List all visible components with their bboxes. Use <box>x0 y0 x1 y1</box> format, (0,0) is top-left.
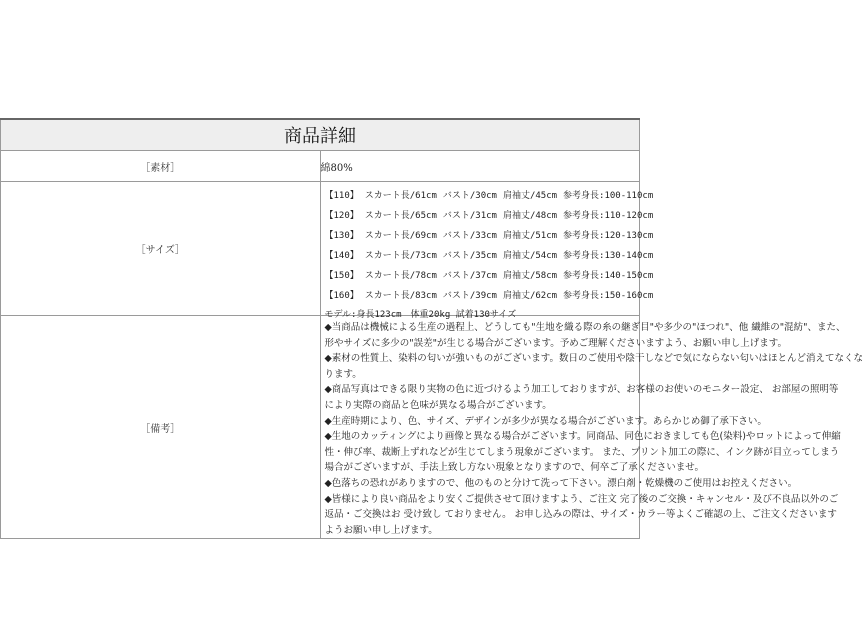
reference-height: 参考身長:130-140cm <box>563 251 654 261</box>
size-values-cell <box>320 182 654 320</box>
bust: バスト/33cm <box>442 231 497 241</box>
note-line: 場合がございますが、手法上致し方ない現象となりますので、何卒ご了承くださいませ。 <box>324 462 705 474</box>
material-value: 綿80% <box>320 151 640 182</box>
skirt-length: スカート長/69cm <box>364 231 437 241</box>
note-line: ◆生産時期により、色、サイズ、デザインが多少が異なる場合がございます。あらかじめ御了承下さい。 <box>324 415 767 427</box>
title-row <box>1 119 640 151</box>
note-line: により実際の商品と色味が異なる場合がございます。 <box>324 399 552 411</box>
size-code: 【130】 <box>324 231 359 241</box>
size-code: 【150】 <box>324 271 359 281</box>
table-title: 商品詳細 <box>1 119 640 151</box>
size-entry <box>324 206 654 226</box>
product-detail-sheet <box>0 118 863 538</box>
size-entry <box>324 266 654 286</box>
note-line: 形やサイズに多少の"誤差"が生じる場合がございます。予めご理解くださいますよう、お願い申し上げます。 <box>324 337 787 349</box>
size-entry <box>324 226 654 246</box>
model-note: モデル:身長123cm 体重20kg 試着130サイズ <box>324 310 517 320</box>
notes-cell <box>320 316 863 539</box>
skirt-length: スカート長/65cm <box>364 211 437 221</box>
size-code: 【160】 <box>324 291 359 301</box>
notes-label: ［備考］ <box>1 316 321 539</box>
bust: バスト/39cm <box>442 291 497 301</box>
note-line: 返品・ご交換はお 受け致し ておりません。 お申し込みの際は、サイズ・カラー等よくご確認の上、ご注文くださいます <box>324 509 837 521</box>
bust: バスト/30cm <box>442 191 497 201</box>
sleeve-length: 肩袖丈/58cm <box>502 271 558 281</box>
note-line: ◆当商品は機械による生産の過程上、どうしても"生地を織る際の糸の継ぎ目"や多少の"ほつれ"、他 繊維の"混紡"、また、 <box>324 322 846 333</box>
material-row <box>1 151 640 182</box>
notes-row <box>1 316 640 539</box>
skirt-length: スカート長/78cm <box>364 271 437 281</box>
material-label: ［素材］ <box>1 151 321 182</box>
skirt-length: スカート長/61cm <box>364 191 437 201</box>
skirt-length: スカート長/73cm <box>364 251 437 261</box>
sleeve-length: 肩袖丈/45cm <box>502 191 558 201</box>
notes-list <box>321 316 863 538</box>
reference-height: 参考身長:120-130cm <box>563 231 654 241</box>
size-list <box>321 182 654 320</box>
size-code: 【110】 <box>324 191 359 201</box>
size-code: 【140】 <box>324 251 359 261</box>
bust: バスト/31cm <box>442 211 497 221</box>
sleeve-length: 肩袖丈/62cm <box>502 291 558 301</box>
reference-height: 参考身長:110-120cm <box>563 211 654 221</box>
size-label: ［サイズ］ <box>1 182 321 316</box>
size-code: 【120】 <box>324 211 359 221</box>
note-line: ◆色落ちの恐れがありますので、他のものと分けて洗って下さい。漂白剤・乾燥機のご使用はお控えください。 <box>324 477 798 489</box>
sleeve-length: 肩袖丈/48cm <box>502 211 558 221</box>
size-entry <box>324 246 654 266</box>
reference-height: 参考身長:150-160cm <box>563 291 654 301</box>
note-line: ります。 <box>324 368 362 380</box>
product-detail-table <box>0 118 863 539</box>
reference-height: 参考身長:100-110cm <box>563 191 654 201</box>
note-line: ◆生地のカッティングにより画像と異なる場合がございます。同商品、同色におきましても色(染料)やロットによって伸縮 <box>324 431 841 443</box>
note-line: ようお願い申し上げます。 <box>324 524 438 536</box>
size-entry <box>324 186 654 206</box>
skirt-length: スカート長/83cm <box>364 291 437 301</box>
bust: バスト/35cm <box>442 251 497 261</box>
note-line: ◆商品写真はできる限り実物の色に近づけるよう加工しておりますが、お客様のお使いのモニター設定、 お部屋の照明等 <box>324 384 839 396</box>
size-entry <box>324 286 654 306</box>
note-line: 性・伸び率、裁断上ずれなどが生じてしまう現象がございます。 また、プリント加工の際に、インク跡が目立ってしまう <box>324 446 840 458</box>
sleeve-length: 肩袖丈/51cm <box>502 231 558 241</box>
size-row <box>1 182 640 316</box>
note-line: ◆素材の性質上、染料の匂いが強いものがございます。数日のご使用や陰干しなどで気にならない匂いはほとんど消えてなくな <box>324 353 863 365</box>
bust: バスト/37cm <box>442 271 497 281</box>
sleeve-length: 肩袖丈/54cm <box>502 251 558 261</box>
reference-height: 参考身長:140-150cm <box>563 271 654 281</box>
note-line: ◆皆様により良い商品をより安くご提供させて頂けますよう、ご注文 完了後のご交換・キャンセル・及び不良品以外のご <box>324 493 839 505</box>
